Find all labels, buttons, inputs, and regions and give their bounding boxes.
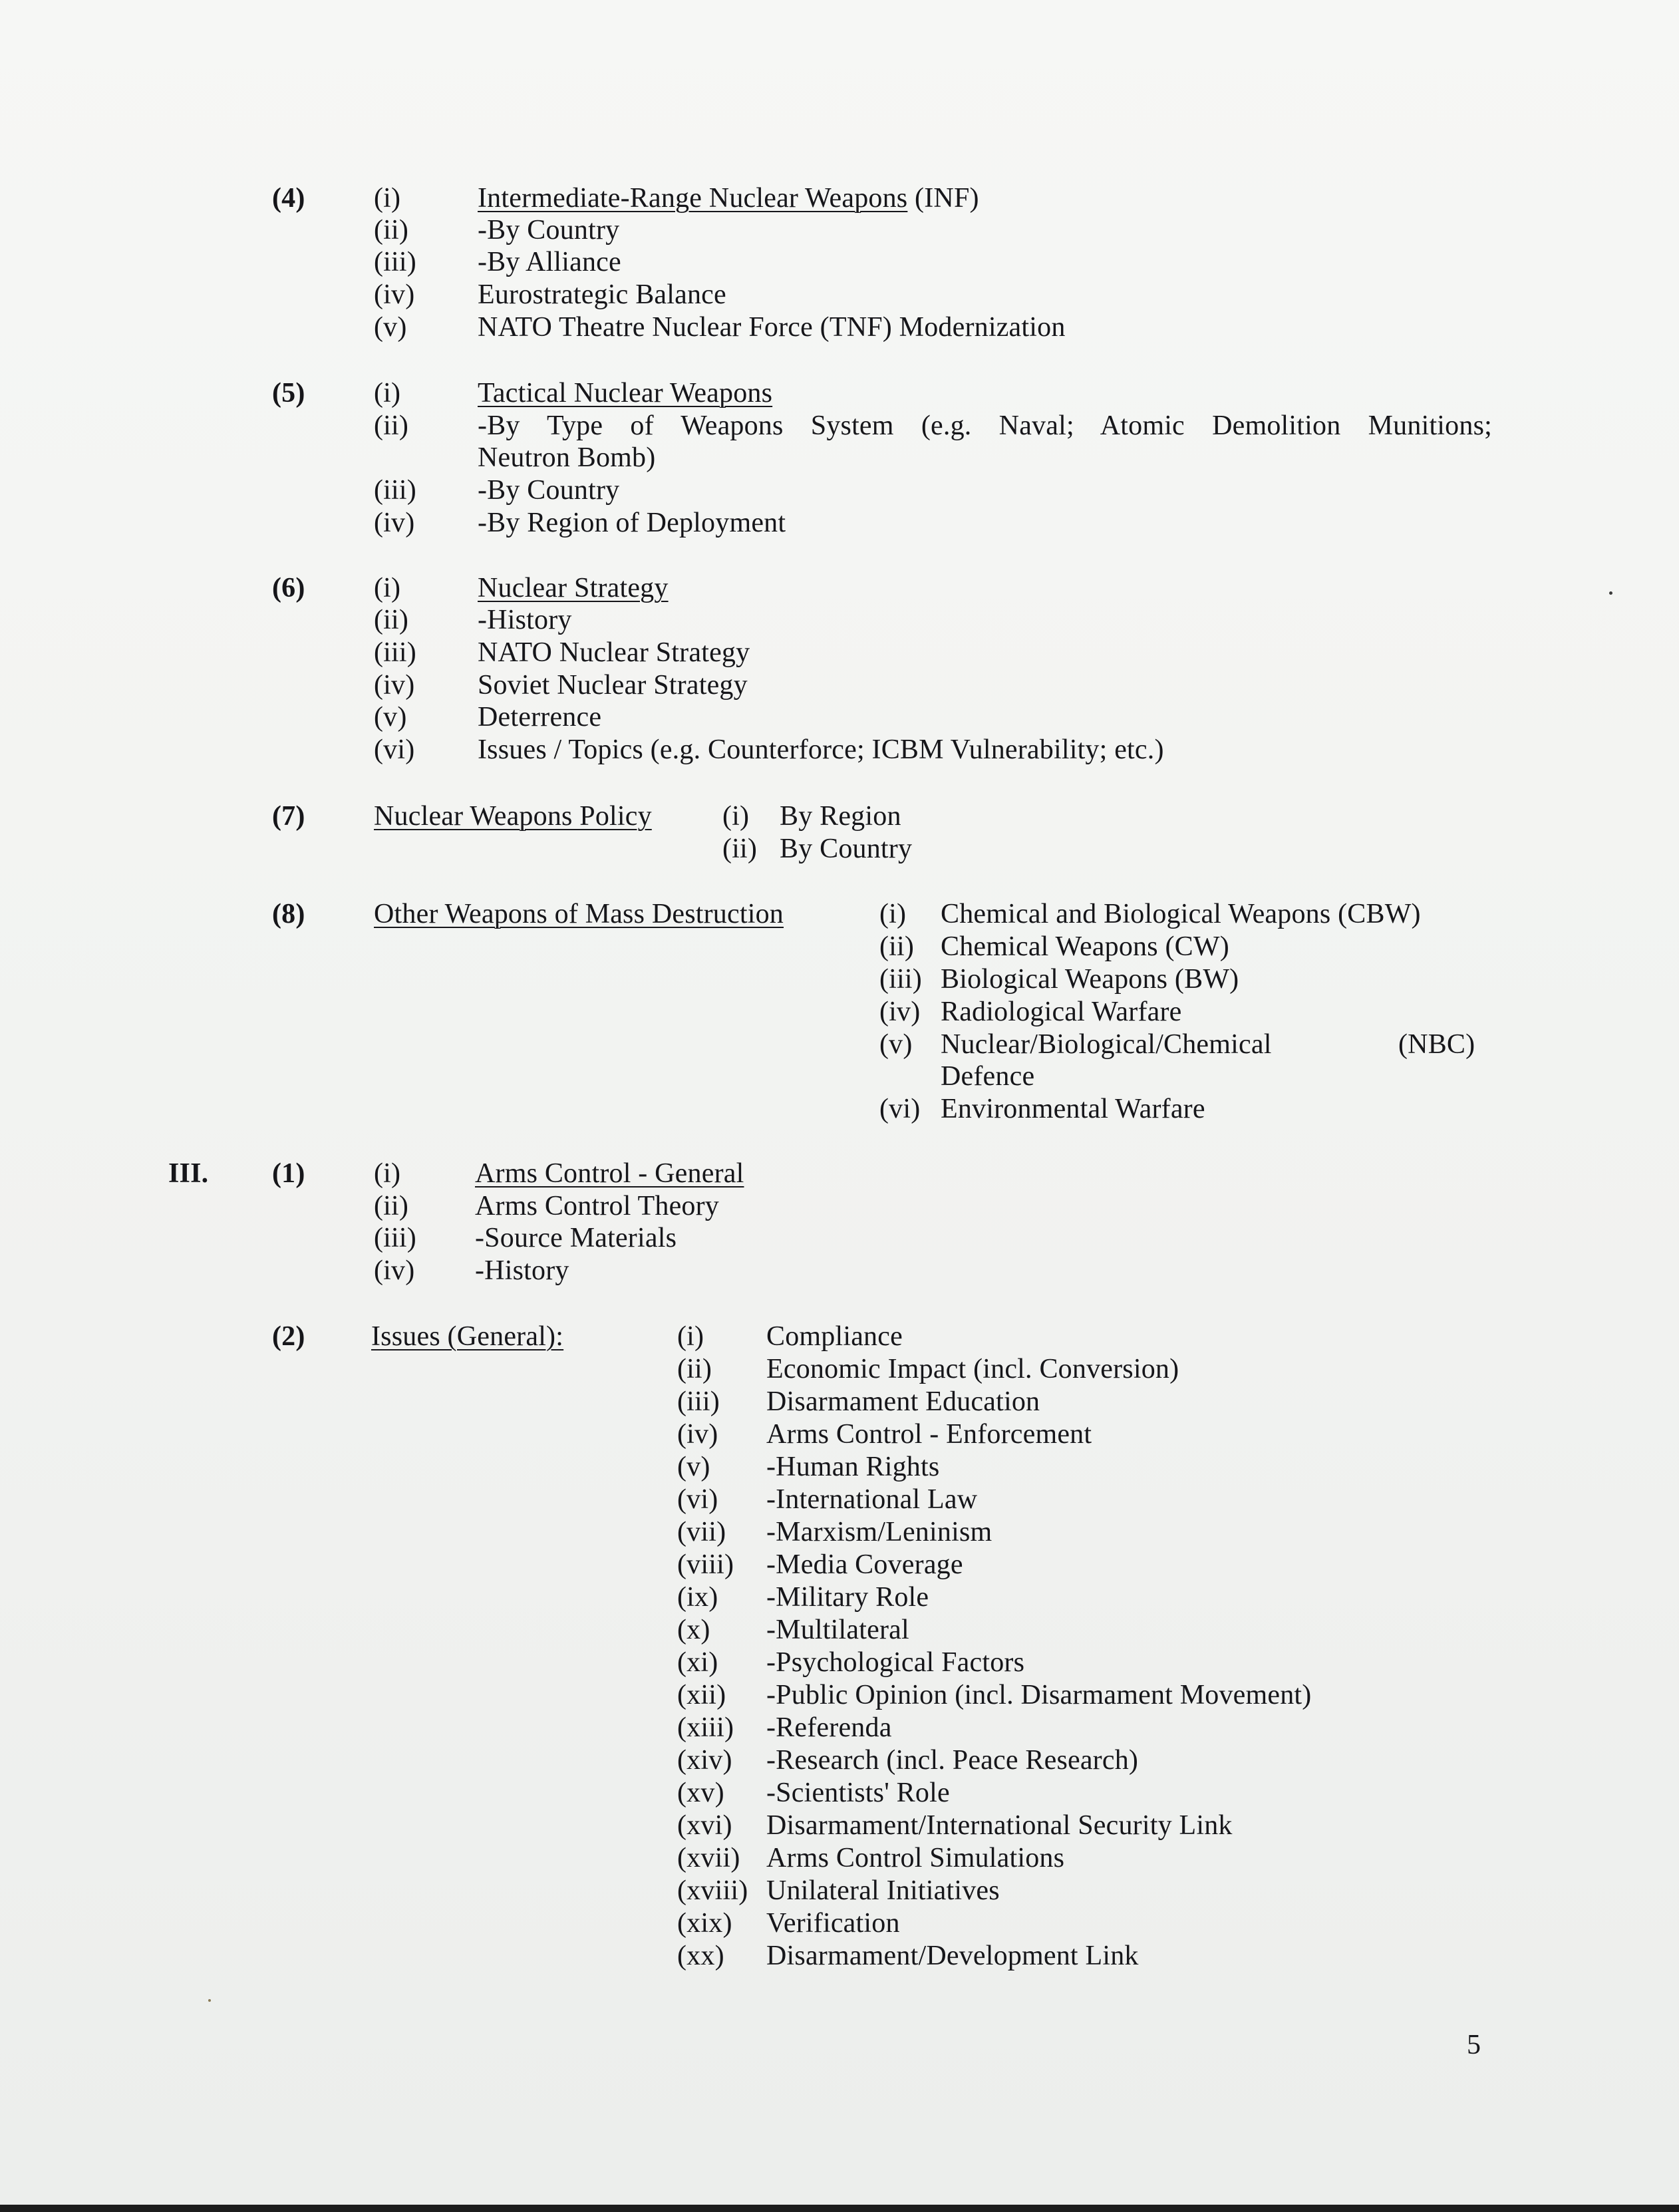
issue-item-1: Compliance bbox=[766, 1321, 903, 1352]
issue-roman-10: (x) bbox=[677, 1615, 710, 1645]
issue-roman-2: (ii) bbox=[677, 1354, 712, 1384]
part-iii-section-1-heading: Arms Control - General bbox=[475, 1158, 744, 1189]
issue-item-3: Disarmament Education bbox=[766, 1386, 1040, 1417]
section-8-number: (8) bbox=[272, 899, 305, 929]
section-8-item-4: Radiological Warfare bbox=[941, 997, 1182, 1027]
scan-speck bbox=[208, 1999, 211, 2002]
section-4-number: (4) bbox=[272, 183, 305, 214]
section-5-item-4: -By Region of Deployment bbox=[478, 508, 786, 538]
section-8-roman-4: (iv) bbox=[879, 997, 921, 1027]
section-8-roman-1: (i) bbox=[879, 899, 907, 929]
issue-roman-20: (xx) bbox=[677, 1941, 724, 1971]
section-6-item-2: -History bbox=[478, 605, 572, 635]
issue-roman-4: (iv) bbox=[677, 1419, 718, 1450]
issue-roman-1: (i) bbox=[677, 1321, 704, 1352]
scan-speck bbox=[1609, 591, 1612, 595]
section-7-item-2: By Country bbox=[780, 834, 913, 864]
issue-item-11: -Psychological Factors bbox=[766, 1647, 1025, 1678]
section-6-item-5: Deterrence bbox=[478, 702, 602, 732]
section-5-number: (5) bbox=[272, 378, 305, 408]
part-iii-section-2-heading: Issues (General): bbox=[371, 1321, 564, 1352]
issue-item-17: Arms Control Simulations bbox=[766, 1843, 1065, 1873]
issue-item-7: -Marxism/Leninism bbox=[766, 1517, 992, 1547]
issue-item-13: -Referenda bbox=[766, 1712, 892, 1743]
issue-item-18: Unilateral Initiatives bbox=[766, 1875, 1000, 1906]
issue-roman-19: (xix) bbox=[677, 1908, 732, 1939]
issue-roman-16: (xvi) bbox=[677, 1810, 732, 1841]
issue-item-6: -International Law bbox=[766, 1484, 978, 1515]
section-8-roman-5: (v) bbox=[879, 1029, 913, 1060]
section-8-item-2: Chemical Weapons (CW) bbox=[941, 931, 1229, 962]
part-iii-section-1-roman-1: (i) bbox=[374, 1158, 401, 1189]
section-4-roman-3: (iii) bbox=[374, 247, 416, 277]
section-8-item-6: Environmental Warfare bbox=[941, 1094, 1205, 1124]
section-4-item-3: -By Alliance bbox=[478, 247, 621, 277]
section-8-item-1: Chemical and Biological Weapons (CBW) bbox=[941, 899, 1421, 929]
issue-item-8: -Media Coverage bbox=[766, 1549, 963, 1580]
section-8-roman-6: (vi) bbox=[879, 1094, 921, 1124]
section-4-roman-5: (v) bbox=[374, 312, 407, 343]
part-iii-section-1-item-3: -Source Materials bbox=[475, 1223, 677, 1253]
section-7-item-1: By Region bbox=[780, 801, 901, 832]
section-6-number: (6) bbox=[272, 573, 305, 603]
section-6-roman-6: (vi) bbox=[374, 734, 415, 765]
section-6-item-3: NATO Nuclear Strategy bbox=[478, 637, 750, 668]
part-iii-section-1-item-4: -History bbox=[475, 1255, 569, 1286]
section-8-item-5: Nuclear/Biological/Chemical bbox=[941, 1029, 1272, 1060]
issue-roman-9: (ix) bbox=[677, 1582, 718, 1613]
issue-roman-13: (xiii) bbox=[677, 1712, 734, 1743]
section-8-item-5-cont: Defence bbox=[941, 1061, 1035, 1092]
section-8-item-3: Biological Weapons (BW) bbox=[941, 964, 1239, 995]
issue-roman-11: (xi) bbox=[677, 1647, 718, 1678]
section-6-item-4: Soviet Nuclear Strategy bbox=[478, 670, 748, 701]
issue-roman-8: (viii) bbox=[677, 1549, 734, 1580]
issue-roman-17: (xvii) bbox=[677, 1843, 740, 1873]
section-5-roman-1: (i) bbox=[374, 378, 401, 408]
section-8-heading: Other Weapons of Mass Destruction bbox=[374, 899, 784, 929]
section-8-roman-2: (ii) bbox=[879, 931, 915, 962]
issue-roman-15: (xv) bbox=[677, 1778, 724, 1808]
section-5-item-2: -By Type of Weapons System (e.g. Naval; Atomic Demolition Munitions; bbox=[478, 410, 1492, 441]
section-7-roman-1: (i) bbox=[722, 801, 750, 832]
section-4-heading bbox=[478, 182, 979, 214]
section-7-number: (7) bbox=[272, 801, 305, 832]
section-8-item-5-tail: (NBC) bbox=[1398, 1029, 1475, 1060]
section-6-heading: Nuclear Strategy bbox=[478, 573, 669, 603]
section-4-item-4: Eurostrategic Balance bbox=[478, 279, 726, 310]
section-8-roman-3: (iii) bbox=[879, 964, 922, 995]
issue-item-15: -Scientists' Role bbox=[766, 1778, 950, 1808]
section-4-item-2: -By Country bbox=[478, 215, 620, 245]
section-6-roman-2: (ii) bbox=[374, 605, 409, 635]
page-number: 5 bbox=[1467, 2030, 1481, 2060]
part-iii-section-1-roman-4: (iv) bbox=[374, 1255, 415, 1286]
issue-item-12: -Public Opinion (incl. Disarmament Movement) bbox=[766, 1680, 1312, 1710]
part-iii-section-2-number: (2) bbox=[272, 1321, 305, 1352]
issue-roman-7: (vii) bbox=[677, 1517, 726, 1547]
issue-item-2: Economic Impact (incl. Conversion) bbox=[766, 1354, 1179, 1384]
section-5-item-3: -By Country bbox=[478, 475, 620, 506]
issue-item-20: Disarmament/Development Link bbox=[766, 1941, 1139, 1971]
issue-item-5: -Human Rights bbox=[766, 1452, 940, 1482]
section-4-roman-4: (iv) bbox=[374, 279, 415, 310]
section-7-roman-2: (ii) bbox=[722, 834, 758, 864]
part-iii-section-1-roman-3: (iii) bbox=[374, 1223, 416, 1253]
section-5-heading: Tactical Nuclear Weapons bbox=[478, 378, 773, 408]
section-6-roman-4: (iv) bbox=[374, 670, 415, 701]
issue-item-10: -Multilateral bbox=[766, 1615, 909, 1645]
section-6-roman-5: (v) bbox=[374, 702, 407, 732]
part-iii-label: III. bbox=[168, 1158, 209, 1189]
section-6-item-6: Issues / Topics (e.g. Counterforce; ICBM Vulnerability; etc.) bbox=[478, 734, 1164, 765]
section-7-heading: Nuclear Weapons Policy bbox=[374, 801, 652, 832]
section-5-roman-4: (iv) bbox=[374, 508, 415, 538]
section-6-roman-1: (i) bbox=[374, 573, 401, 603]
issue-item-4: Arms Control - Enforcement bbox=[766, 1419, 1092, 1450]
issue-roman-12: (xii) bbox=[677, 1680, 726, 1710]
section-5-roman-2: (ii) bbox=[374, 410, 409, 441]
section-4-item-5: NATO Theatre Nuclear Force (TNF) Modernization bbox=[478, 312, 1066, 343]
issue-roman-18: (xviii) bbox=[677, 1875, 748, 1906]
issue-item-19: Verification bbox=[766, 1908, 900, 1939]
section-5-roman-3: (iii) bbox=[374, 475, 416, 506]
part-iii-section-1-item-2: Arms Control Theory bbox=[475, 1191, 719, 1221]
issue-item-16: Disarmament/International Security Link bbox=[766, 1810, 1233, 1841]
issue-roman-6: (vi) bbox=[677, 1484, 718, 1515]
section-6-roman-3: (iii) bbox=[374, 637, 416, 668]
issue-item-9: -Military Role bbox=[766, 1582, 929, 1613]
part-iii-section-1-number: (1) bbox=[272, 1158, 305, 1189]
issue-roman-3: (iii) bbox=[677, 1386, 720, 1417]
section-4-heading-suffix: (INF) bbox=[907, 183, 979, 214]
scan-bottom-edge bbox=[0, 2205, 1679, 2212]
part-iii-section-1-roman-2: (ii) bbox=[374, 1191, 409, 1221]
section-4-roman-1: (i) bbox=[374, 183, 401, 214]
section-4-roman-2: (ii) bbox=[374, 215, 409, 245]
section-5-item-2-cont: Neutron Bomb) bbox=[478, 442, 656, 473]
section-4-heading-text: Intermediate-Range Nuclear Weapons bbox=[478, 183, 908, 214]
issue-item-14: -Research (incl. Peace Research) bbox=[766, 1745, 1139, 1776]
issue-roman-14: (xiv) bbox=[677, 1745, 732, 1776]
issue-roman-5: (v) bbox=[677, 1452, 710, 1482]
